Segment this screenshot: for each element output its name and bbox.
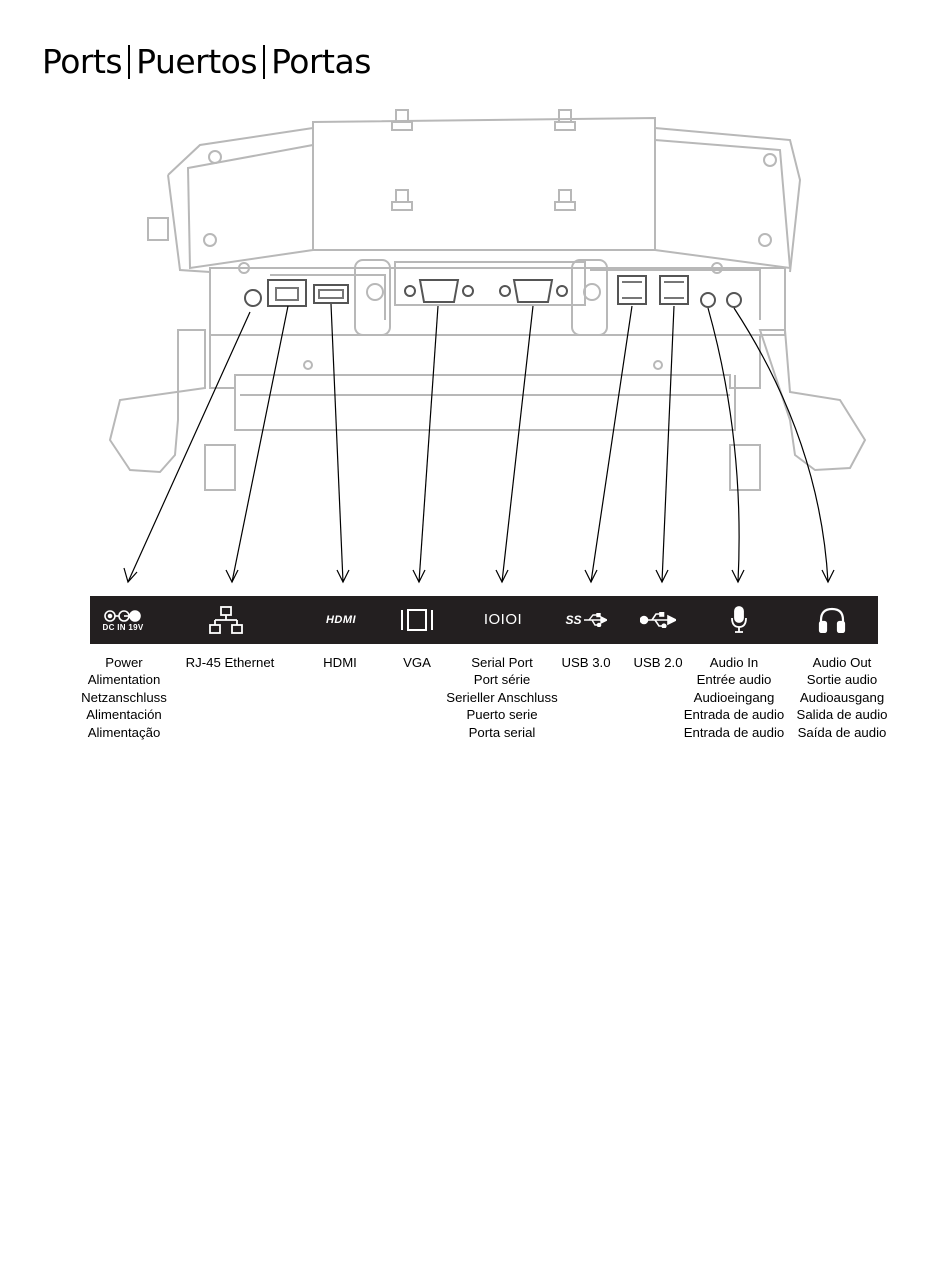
headphones-icon	[816, 605, 848, 635]
power-label	[64, 654, 184, 741]
arrow-hdmi	[331, 304, 349, 582]
usb3-label-line: USB 3.0	[561, 655, 611, 670]
power-label-line: Alimentación	[86, 707, 162, 723]
serial-icon	[478, 607, 528, 631]
ethernet-label	[174, 654, 286, 671]
title-ports: Ports	[42, 42, 123, 81]
audio-out-label-line: Saída de audio	[797, 724, 887, 740]
serial-icon-text: IOIOI	[483, 610, 523, 628]
microphone-icon	[726, 604, 752, 636]
arrow-usb3	[585, 306, 632, 582]
arrow-audio-in	[708, 308, 744, 582]
serial-label-line: Porta serial	[468, 724, 536, 740]
audio-out-label-line: Salida de audio	[796, 707, 888, 723]
audio-in-label-line: Audioeingang	[693, 689, 775, 705]
audio-out-label-line: Sortie audio	[806, 672, 878, 688]
serial-label-line: Serial Port	[471, 655, 533, 670]
vga-icon	[398, 606, 436, 634]
arrow-serial	[496, 306, 533, 582]
vga-label-line: VGA	[403, 655, 431, 670]
arrow-usb2	[656, 306, 674, 582]
audio-out-label-line: Audioausgang	[799, 689, 885, 705]
title-puertos: Puertos	[136, 42, 258, 81]
audio-in-label-line: Entrée audio	[696, 672, 772, 688]
audio-in-label-line: Entrada de audio	[683, 707, 785, 723]
usb-ss-icon	[562, 608, 610, 632]
serial-label-line: Puerto serie	[466, 707, 538, 723]
usb2-label-line: USB 2.0	[633, 655, 683, 670]
usb-icon	[638, 608, 678, 632]
hdmi-label-line: HDMI	[323, 655, 357, 670]
power-label-line: Alimentation	[87, 672, 161, 688]
arrow-ethernet	[226, 306, 288, 582]
network-icon	[206, 604, 246, 636]
dc-power-icon	[98, 602, 148, 638]
arrow-vga	[413, 306, 438, 582]
hdmi-icon-text: HDMI	[325, 614, 357, 626]
arrow-power	[124, 312, 250, 582]
audio-in-label-line: Audio In	[709, 655, 759, 670]
serial-label-line: Port série	[473, 672, 531, 688]
usb3-label	[556, 654, 616, 671]
usb-ss-text: SS	[565, 613, 582, 627]
audio-in-label-line: Entrada de audio	[683, 724, 785, 740]
title-portas: Portas	[271, 42, 371, 81]
dc-power-text: DC IN 19V	[102, 622, 144, 632]
ethernet-label-line: RJ-45 Ethernet	[185, 655, 275, 670]
audio-out-label-line: Audio Out	[812, 655, 872, 670]
hdmi-icon	[315, 610, 367, 630]
serial-label-line: Serieller Anschluss	[446, 689, 558, 705]
arrow-audio-out	[734, 308, 834, 582]
vga-label	[392, 654, 442, 671]
serial-label	[436, 654, 568, 741]
port-callout-arrows	[0, 0, 950, 600]
power-label-line: Power	[105, 655, 143, 670]
audio-in-label	[678, 654, 790, 741]
power-label-line: Alimentação	[87, 724, 161, 740]
power-label-line: Netzanschluss	[81, 689, 167, 705]
hdmi-label	[310, 654, 370, 671]
audio-out-label	[788, 654, 896, 741]
